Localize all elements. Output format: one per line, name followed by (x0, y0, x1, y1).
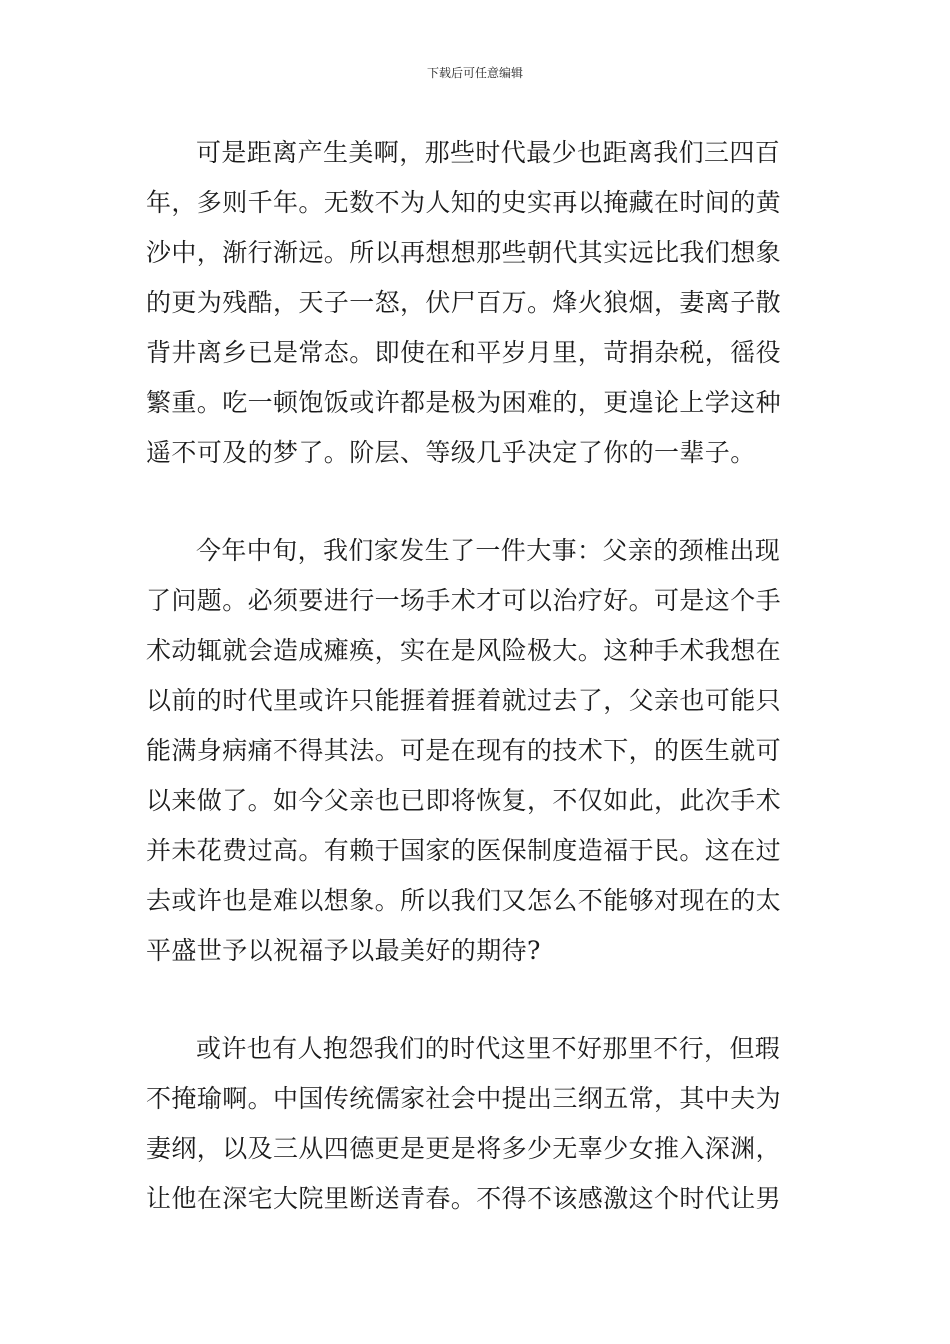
text-line: 让他在深宅大院里断送青春。不得不该感激这个时代让男 (146, 1184, 782, 1213)
paragraph-2 (146, 526, 806, 976)
document-body (146, 128, 806, 1224)
paragraph-3 (146, 1024, 806, 1224)
paragraph-spacer (146, 976, 806, 1024)
text-line: 了问题。必须要进行一场手术才可以治疗好。可是这个手 (146, 586, 782, 615)
text-line: 或许也有人抱怨我们的时代这里不好那里不行，但瑕 (196, 1034, 781, 1063)
text-line: 背井离乡已是常态。即使在和平岁月里，苛捐杂税，徭役 (146, 338, 782, 367)
page-header: 下载后可任意编辑 (426, 66, 523, 80)
text-line: 沙中，渐行渐远。所以再想想那些朝代其实远比我们想象 (146, 238, 782, 267)
text-line: 的更为残酷，天子一怒，伏尸百万。烽火狼烟，妻离子散 (146, 288, 782, 317)
text-line: 繁重。吃一顿饱饭或许都是极为困难的，更遑论上学这种 (146, 388, 782, 417)
text-line: 并未花费过高。有赖于国家的医保制度造福于民。这在过 (146, 836, 782, 865)
text-line: 今年中旬，我们家发生了一件大事：父亲的颈椎出现 (196, 536, 781, 565)
text-line: 年，多则千年。无数不为人知的史实再以掩藏在时间的黄 (146, 188, 782, 217)
text-line: 能满身病痛不得其法。可是在现有的技术下，的医生就可 (146, 736, 782, 765)
text-line: 术动辄就会造成瘫痪，实在是风险极大。这种手术我想在 (146, 636, 782, 665)
text-line: 去或许也是难以想象。所以我们又怎么不能够对现在的太 (146, 886, 782, 915)
text-line: 以前的时代里或许只能捱着捱着就过去了，父亲也可能只 (146, 686, 782, 715)
paragraph-1 (146, 128, 806, 478)
text-line: 遥不可及的梦了。阶层、等级几乎决定了你的一辈子。 (146, 438, 756, 467)
paragraph-spacer (146, 478, 806, 526)
text-line: 妻纲，以及三从四德更是更是将多少无辜少女推入深渊， (146, 1134, 782, 1163)
text-line: 不掩瑜啊。中国传统儒家社会中提出三纲五常，其中夫为 (146, 1084, 782, 1113)
text-line: 平盛世予以祝福予以最美好的期待? (146, 936, 541, 965)
text-line: 以来做了。如今父亲也已即将恢复，不仅如此，此次手术 (146, 786, 782, 815)
text-line: 可是距离产生美啊，那些时代最少也距离我们三四百 (196, 138, 781, 167)
